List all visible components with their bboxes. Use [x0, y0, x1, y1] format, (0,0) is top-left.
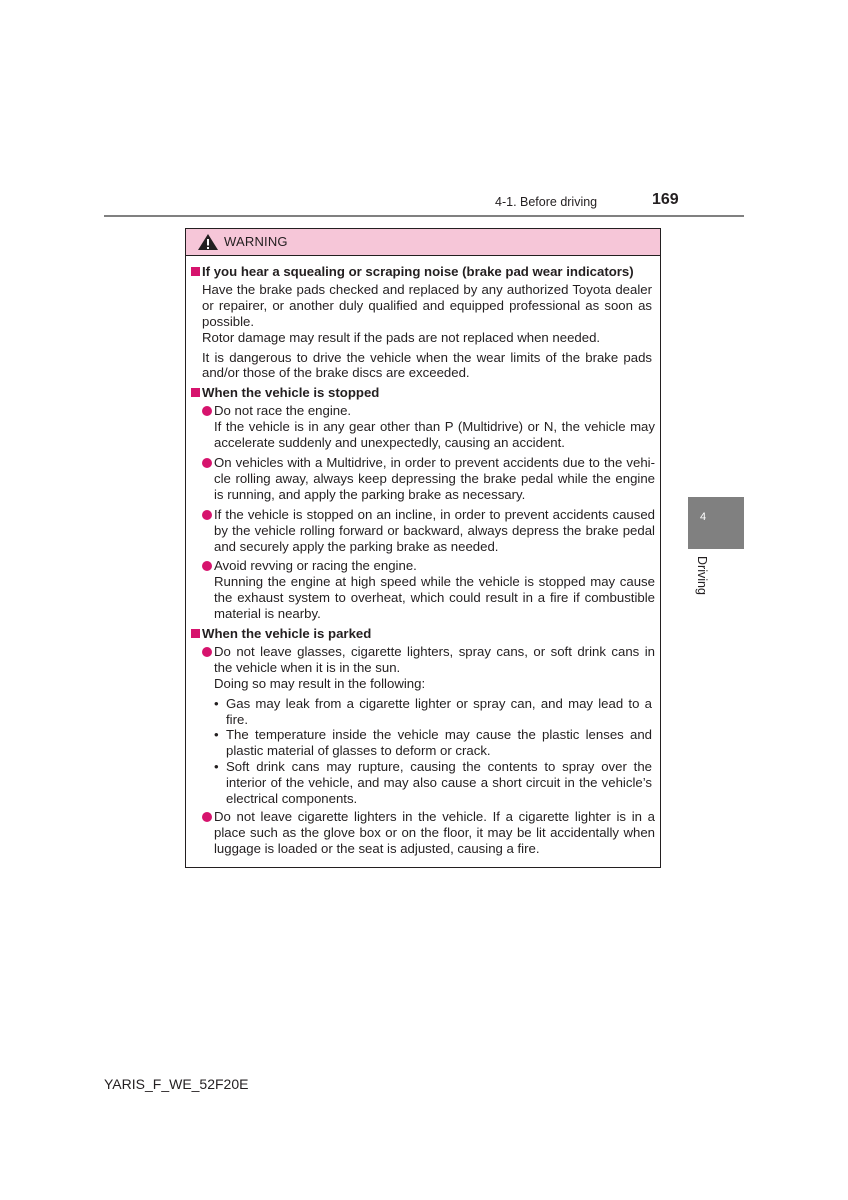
- bullet-item: If the vehicle is stopped on an incline, in order to prevent accidents caused by the vehicle rolling forward or backward, always depress the brake pedal and securely apply the parking brake as needed.: [214, 507, 655, 555]
- paragraph-line: Rotor damage may result if the pads are not replaced when needed.: [202, 329, 601, 345]
- page-number: 169: [652, 191, 679, 208]
- circle-bullet-icon: [202, 458, 212, 468]
- paragraph-line: It is dangerous to drive the vehicle when the wear limits of the brake pads and/or those of the brake discs are exceeded.: [202, 349, 652, 381]
- chapter-tab[interactable]: [688, 497, 744, 549]
- section-title: If you hear a squealing or scraping noise (brake pad wear indicators): [186, 264, 660, 280]
- header-rule: [104, 215, 744, 217]
- sub-item: • Gas may leak from a cigarette lighter or spray can, and may lead to a fire.: [214, 695, 652, 727]
- bullet-item: Do not race the engine. If the vehicle is in any gear other than P (Multidrive) or N, the vehicle may accelerate suddenly and unexpectedly, causing an accident.: [214, 403, 655, 451]
- square-bullet-icon: [191, 267, 200, 276]
- footer-document-code: YARIS_F_WE_52F20E: [104, 1076, 249, 1092]
- sub-item: • The temperature inside the vehicle may cause the plastic lenses and plastic material of glasses to deform or crack.: [214, 727, 652, 759]
- chapter-tab-label: Driving: [695, 556, 709, 595]
- sub-list: [186, 696, 660, 807]
- paragraph: [202, 282, 652, 346]
- running-header-section: 4-1. Before driving: [495, 195, 598, 209]
- warning-header: [186, 229, 660, 256]
- bullet-item: On vehicles with a Multidrive, in order to prevent accidents due to the vehi-cle rolling away, always keep depressing the brake pedal while the engine is running, and apply the parking brake as necessary.: [214, 455, 655, 503]
- warning-label: WARNING: [224, 234, 288, 249]
- warning-triangle-icon: [197, 233, 219, 251]
- circle-bullet-icon: [202, 647, 212, 657]
- dot-bullet-icon: •: [214, 695, 219, 711]
- circle-bullet-icon: [202, 561, 212, 571]
- square-bullet-icon: [191, 388, 200, 397]
- paragraph: [202, 350, 652, 382]
- bullet-item: Do not leave cigarette lighters in the vehicle. If a cigarette lighter is in a place such as the glove box or on the floor, it may be lit accidentally when luggage is loaded or the seat is adjusted, causing a fire.: [214, 809, 655, 857]
- paragraph-line: Have the brake pads checked and replaced by any authorized Toyota dealer or repairer, or another duly qualified and equipped professional as soon as possible.: [202, 281, 652, 329]
- sub-item: • Soft drink cans may rupture, causing the contents to spray over the interior of the vehicle, and may also cause a short circuit in the vehicle’s electrical components.: [214, 759, 652, 807]
- section-title: When the vehicle is parked: [186, 626, 660, 642]
- circle-bullet-icon: [202, 510, 212, 520]
- bullet-item: Avoid revving or racing the engine. Running the engine at high speed while the vehicle is stopped may cause the exhaust system to overheat, which could result in a fire if combustible material is nearby.: [214, 558, 655, 622]
- chapter-tab-number: 4: [700, 511, 707, 523]
- bullet-item: Do not leave glasses, cigarette lighters, spray cans, or soft drink cans in the vehicle when it is in the sun. Doing so may result in the following:: [214, 644, 655, 692]
- dot-bullet-icon: •: [214, 759, 219, 775]
- warning-box: [185, 228, 661, 868]
- circle-bullet-icon: [202, 406, 212, 416]
- circle-bullet-icon: [202, 812, 212, 822]
- section-title: When the vehicle is stopped: [186, 385, 660, 401]
- warning-content: [186, 264, 660, 861]
- dot-bullet-icon: •: [214, 727, 219, 743]
- square-bullet-icon: [191, 629, 200, 638]
